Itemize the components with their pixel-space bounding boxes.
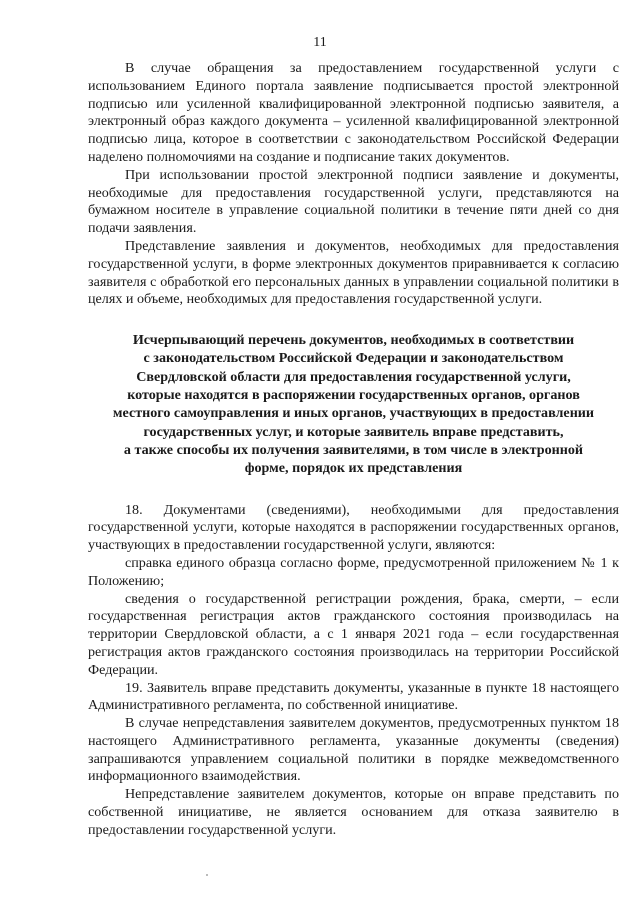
heading-line: местного самоуправления и иных органов, участвующих в предоставлении (112, 405, 595, 422)
scan-dot (206, 874, 208, 876)
page-number: 11 (313, 35, 327, 50)
paragraph-not-grounds-for-refusal: Непредставление заявителем документов, которые он вправе представить по собственной инициативе, не является основанием для отказа заявителю в предоставлении государственной услуги. (88, 786, 619, 838)
heading-line: государственных услуг, и которые заявитель вправе представить, (143, 423, 564, 440)
paragraph-item-19: 19. Заявитель вправе представить документы, указанные в пункте 18 настоящего Административного регламента, по собственной инициативе. (88, 679, 619, 714)
heading-line: а также способы их получения заявителями, в том числе в электронной (123, 441, 584, 458)
paragraph-certificate: справка единого образца согласно форме, предусмотренной приложением № 1 к Положению; (88, 554, 619, 589)
paragraph-consent: Представление заявления и документов, необходимых для предоставления государственной услуги, в форме электронных документов приравнивается к согласию заявителя с обработкой его персональных данных в управлении социальной политики в целях и объеме, необходимых для предоставления государственной услуги. (88, 237, 619, 308)
heading-line: Свердловской области для предоставления государственной услуги, (136, 368, 571, 385)
document-body (88, 60, 619, 840)
paragraph-interagency-request: В случае непредставления заявителем документов, предусмотренных пунктом 18 настоящего Административного регламента, указанные документы (сведения) запрашиваются управлением социальной политики в порядке межведомственного информационного взаимодействия. (88, 715, 619, 785)
paragraph-electronic-signature: В случае обращения за предоставлением государственной услуги с использованием Единого портала заявление подписывается простой электронной подписью или усиленной квалифицированной электронной подписью заявителя, а электронный образ каждого документа – усиленной квалифицированной электронной подписью лица, которое в соответствии с законодательством Российской Федерации наделено полномочиями на создание и подписание таких документов. (88, 60, 619, 165)
heading-line: которые находятся в распоряжении государственных органов, органов (127, 387, 580, 404)
paragraph-simple-signature: При использовании простой электронной подписи заявление и документы, необходимые для предоставления государственной услуги, представляются на бумажном носителе в управление социальной политики в течение пяти дней со дня подачи заявления. (88, 166, 619, 237)
heading-line: Исчерпывающий перечень документов, необходимых в соответствии (132, 332, 575, 349)
heading-line: форме, порядок их представления (244, 460, 463, 477)
heading-line: с законодательством Российской Федерации и законодательством (143, 350, 564, 367)
paragraph-item-18: 18. Документами (сведениями), необходимыми для предоставления государственной услуги, которые находятся в распоряжении государственных органов, участвующих в предоставлении государственной услуги, являются: (88, 501, 619, 554)
paragraph-registration-info: сведения о государственной регистрации рождения, брака, смерти, – если государственная регистрация актов гражданского состояния производилась на территории Свердловской области, а с 1 января 2021 года – если государственная регистрация актов гражданского состояния производилась на территории Российской Федерации. (88, 590, 619, 678)
section-heading (88, 331, 619, 477)
